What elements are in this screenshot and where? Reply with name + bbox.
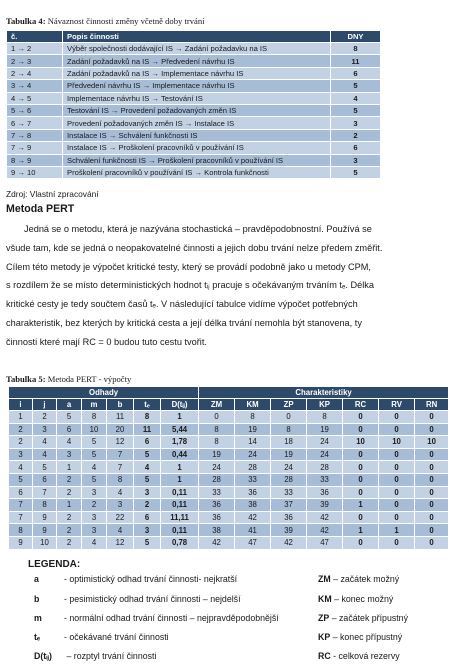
table5-cell: 0 (379, 536, 415, 549)
table5-cell: 38 (235, 499, 271, 512)
table5-group-header-row (9, 387, 449, 399)
table5-cell: 0 (415, 536, 449, 549)
table5-cell: 5 (82, 473, 107, 486)
table5-cell: 19 (235, 423, 271, 436)
table5-cell: 1 (379, 524, 415, 537)
table5-cell: 11 (134, 423, 161, 436)
table4-cell-desc: Výběr společnosti dodávající IS → Zadání požadavku na IS (63, 43, 331, 55)
table5-caption (6, 374, 131, 384)
table5-cell: 5 (82, 436, 107, 449)
table4-cell-days: 3 (331, 154, 381, 166)
table5-cell: 41 (235, 524, 271, 537)
table5-row (9, 423, 449, 436)
table4-cell-desc: Zadání požadavků na IS → Předvedení návrhu IS (63, 55, 331, 67)
table5-header-cell: KM (235, 399, 271, 411)
table5-cell: 2 (57, 486, 82, 499)
table5-cell: 8 (271, 423, 307, 436)
table5-row (9, 461, 449, 474)
table5-cell: 2 (9, 423, 33, 436)
table5-cell: 19 (199, 448, 235, 461)
table5-cell: 0 (415, 461, 449, 474)
table5-cell: 42 (271, 536, 307, 549)
table5-caption-text: Metoda PERT - výpočty (45, 374, 132, 384)
table4-cell-days: 6 (331, 67, 381, 79)
table5-cell: 5 (33, 461, 57, 474)
table5-cell: 2 (57, 473, 82, 486)
table5-cell: 2 (9, 436, 33, 449)
table5-cell: 11 (107, 411, 134, 424)
table5-cell: 8 (134, 411, 161, 424)
table5-cell: 0 (379, 411, 415, 424)
legend-text: - optimistický odhad trvání činnosti- nejkratší (64, 574, 238, 584)
paragraph-line: s rozdílem že se místo deterministických hodnot tᵢⱼ pracuje s očekávaným trváním tₑ. Délka (6, 280, 374, 291)
table5-cell: 20 (107, 423, 134, 436)
table5 (8, 386, 449, 550)
table4-cell-days: 5 (331, 104, 381, 116)
table5-header-cell: KP (307, 399, 343, 411)
table4-cell-days: 11 (331, 55, 381, 67)
paragraph-line: charakteristik, bez kterých by kritická cesta a její délka trvání nemohla být stanovena, ty (6, 317, 362, 328)
table5-cell: 0 (415, 499, 449, 512)
table4-row (7, 117, 381, 129)
table5-cell: 4 (33, 448, 57, 461)
table5-cell: 8 (107, 473, 134, 486)
table4-row (7, 154, 381, 166)
legend-key: D(tᵢⱼ) (34, 651, 52, 661)
table5-cell: 0 (379, 499, 415, 512)
table5-cell: 4 (82, 461, 107, 474)
table5-cell: 12 (107, 436, 134, 449)
table5-cell: 2 (33, 411, 57, 424)
table5-cell: 42 (307, 511, 343, 524)
legend-text: - celková rezervy (330, 651, 400, 661)
legend-key: ZP (318, 613, 330, 623)
table4-cell-days: 5 (331, 80, 381, 92)
table5-cell: 1 (161, 473, 199, 486)
table4-cell-pair: 6 → 7 (7, 117, 63, 129)
table5-cell: 1 (343, 524, 379, 537)
table5-cell: 22 (107, 511, 134, 524)
table5-cell: 0,11 (161, 499, 199, 512)
table4-row (7, 55, 381, 67)
table5-cell: 33 (199, 486, 235, 499)
table5-cell: 4 (107, 486, 134, 499)
table5-cell: 39 (271, 524, 307, 537)
table5-cell: 0 (379, 423, 415, 436)
table5-row (9, 486, 449, 499)
table4-row (7, 104, 381, 116)
table5-cell: 37 (271, 499, 307, 512)
table5-cell: 10 (33, 536, 57, 549)
table5-cell: 2 (57, 524, 82, 537)
table4-cell-pair: 5 → 6 (7, 104, 63, 116)
table4-cell-pair: 7 → 9 (7, 142, 63, 154)
table5-cell: 5,44 (161, 423, 199, 436)
table5-cell: 4 (107, 524, 134, 537)
legend-key: b (34, 594, 40, 604)
table4-header-days: DNY (331, 31, 381, 43)
table5-cell: 3 (82, 511, 107, 524)
table5-header-cell: j (33, 399, 57, 411)
table4-row (7, 166, 381, 178)
table5-cell: 1 (57, 461, 82, 474)
table5-header-cell: D(tᵢⱼ) (161, 399, 199, 411)
table5-cell: 3 (82, 524, 107, 537)
table5-cell: 2 (134, 499, 161, 512)
table5-cell: 0 (343, 411, 379, 424)
table5-cell: 11,11 (161, 511, 199, 524)
table5-cell: 24 (199, 461, 235, 474)
table5-cell: 7 (9, 511, 33, 524)
table5-cell: 28 (271, 473, 307, 486)
table5-cell: 0 (415, 524, 449, 537)
table5-cell: 5 (9, 473, 33, 486)
table5-cell: 28 (199, 473, 235, 486)
legend-item (318, 651, 400, 661)
table4-cell-pair: 2 → 3 (7, 55, 63, 67)
table4-cell-pair: 7 → 8 (7, 129, 63, 141)
table4-cell-days: 6 (331, 142, 381, 154)
legend-item (34, 574, 237, 584)
table5-cell: 10 (82, 423, 107, 436)
table5-cell: 7 (107, 461, 134, 474)
legend-item (34, 632, 169, 642)
table5-cell: 8 (199, 436, 235, 449)
table5-body (9, 411, 449, 550)
table5-cell: 4 (82, 536, 107, 549)
paragraph-line: všude tam, kde se jedná o neopakovatelné činnosti a jejich dobu trvání nelze předem změřit. (6, 242, 383, 253)
legend-text: – začátek možný (330, 574, 400, 584)
table5-cell: 5 (57, 411, 82, 424)
table4-caption-label: Tabulka 4: (6, 16, 46, 26)
table5-cell: 8 (235, 411, 271, 424)
table5-cell: 14 (235, 436, 271, 449)
table5-cell: 19 (271, 448, 307, 461)
table5-header-row (9, 399, 449, 411)
legend-text: - očekávané trvání činnosti (64, 632, 169, 642)
table5-cell: 24 (235, 448, 271, 461)
section-heading: Metoda PERT (6, 203, 75, 215)
table5-row (9, 499, 449, 512)
table5-cell: 9 (33, 511, 57, 524)
legend-text: – začátek přípustný (329, 613, 408, 623)
table5-cell: 42 (199, 536, 235, 549)
table5-cell: 24 (307, 448, 343, 461)
table5-cell: 4 (9, 461, 33, 474)
table5-cell: 0,78 (161, 536, 199, 549)
table5-cell: 19 (307, 423, 343, 436)
legend-key: tₑ (34, 632, 41, 642)
table5-cell: 9 (9, 536, 33, 549)
table5-cell: 3 (9, 448, 33, 461)
table4-cell-desc: Testování IS → Provedení požadovaných změn IS (63, 104, 331, 116)
table4-header-desc: Popis činnosti (63, 31, 331, 43)
table4-header-pair: č. (7, 31, 63, 43)
table5-cell: 28 (235, 461, 271, 474)
table5-header-cell: RC (343, 399, 379, 411)
table5-cell: 0 (415, 448, 449, 461)
table5-cell: 0 (379, 448, 415, 461)
legend-item (318, 613, 408, 623)
table5-cell: 0 (343, 448, 379, 461)
table5-cell: 6 (57, 423, 82, 436)
table5-cell: 8 (9, 524, 33, 537)
table5-cell: 28 (307, 461, 343, 474)
table5-cell: 1 (57, 499, 82, 512)
table5-cell: 10 (343, 436, 379, 449)
table5-cell: 1,78 (161, 436, 199, 449)
table5-cell: 8 (33, 499, 57, 512)
table4-cell-pair: 4 → 5 (7, 92, 63, 104)
table5-cell: 4 (134, 461, 161, 474)
table4-cell-pair: 1 → 2 (7, 43, 63, 55)
table5-cell: 0 (343, 423, 379, 436)
table4-row (7, 80, 381, 92)
table4-row (7, 67, 381, 79)
table5-cell: 36 (199, 511, 235, 524)
table5-cell: 0,44 (161, 448, 199, 461)
table4-header-row (7, 31, 381, 43)
table5-cell: 6 (33, 473, 57, 486)
table4-cell-days: 5 (331, 166, 381, 178)
table5-header-cell: a (57, 399, 82, 411)
table5-cell: 0 (415, 486, 449, 499)
table5-cell: 0 (379, 473, 415, 486)
table5-cell: 3 (33, 423, 57, 436)
table4-row (7, 43, 381, 55)
table5-cell: 0 (343, 536, 379, 549)
table5-cell: 5 (82, 448, 107, 461)
table5-row (9, 524, 449, 537)
legend-text: - pesimistický odhad trvání činnosti – nejdelší (64, 594, 241, 604)
table5-row (9, 473, 449, 486)
table5-cell: 3 (134, 524, 161, 537)
table4-cell-desc: Instalace IS → Proškolení pracovníků v používání IS (63, 142, 331, 154)
legend-item (318, 632, 402, 642)
table4-row (7, 129, 381, 141)
table4-cell-pair: 8 → 9 (7, 154, 63, 166)
table5-cell: 1 (161, 461, 199, 474)
table4-cell-desc: Zadání požadavků na IS → Implementace návrhu IS (63, 67, 331, 79)
table5-cell: 1 (161, 411, 199, 424)
table5-cell: 3 (57, 448, 82, 461)
table4-cell-desc: Instalace IS → Schválení funkčnosti IS (63, 129, 331, 141)
table4-cell-desc: Proškolení pracovníků v používání IS → Kontrola funkčnosti (63, 166, 331, 178)
table5-header-cell: tₑ (134, 399, 161, 411)
table5-cell: 33 (235, 473, 271, 486)
legend-item (34, 613, 279, 623)
table5-cell: 5 (134, 473, 161, 486)
legend-key: ZM (318, 574, 331, 584)
table4-caption (6, 16, 205, 26)
table5-cell: 42 (235, 511, 271, 524)
table5-cell: 47 (307, 536, 343, 549)
table5-cell: 0 (379, 461, 415, 474)
table5-cell: 7 (107, 448, 134, 461)
table5-cell: 3 (107, 499, 134, 512)
table5-row (9, 411, 449, 424)
table5-cell: 0 (271, 411, 307, 424)
table4-cell-pair: 3 → 4 (7, 80, 63, 92)
table5-cell: 5 (134, 536, 161, 549)
table5-cell: 2 (57, 536, 82, 549)
table5-header-cell: b (107, 399, 134, 411)
table5-cell: 7 (9, 499, 33, 512)
table5-cell: 38 (199, 524, 235, 537)
table5-cell: 1 (343, 499, 379, 512)
table5-row (9, 448, 449, 461)
table5-cell: 0 (379, 511, 415, 524)
table5-cell: 8 (307, 411, 343, 424)
table5-cell: 0,11 (161, 486, 199, 499)
table5-cell: 2 (57, 511, 82, 524)
table5-caption-label: Tabulka 5: (6, 374, 46, 384)
table5-cell: 18 (271, 436, 307, 449)
table5-cell: 2 (82, 499, 107, 512)
table5-header-cell: i (9, 399, 33, 411)
table5-cell: 0,11 (161, 524, 199, 537)
legend-item (34, 594, 241, 604)
table5-cell: 5 (134, 448, 161, 461)
table4-cell-desc: Provedení požadovaných změn IS → Instalace IS (63, 117, 331, 129)
table5-cell: 6 (134, 511, 161, 524)
legend-item (318, 594, 393, 604)
table5-cell: 24 (307, 436, 343, 449)
table4-cell-days: 3 (331, 117, 381, 129)
table4-row (7, 92, 381, 104)
legend-item (34, 651, 156, 662)
legend-key: a (34, 574, 39, 584)
table4-body (7, 43, 381, 179)
table5-cell: 6 (134, 436, 161, 449)
table5-row (9, 536, 449, 549)
table4-cell-pair: 9 → 10 (7, 166, 63, 178)
table4-caption-text: Návaznost činnosti změny včetně doby trvání (45, 16, 205, 26)
table5-header-cell: RV (379, 399, 415, 411)
table5-cell: 36 (199, 499, 235, 512)
table5-cell: 0 (415, 411, 449, 424)
table4-cell-desc: Předvedení návrhu IS → Implementace návrhu IS (63, 80, 331, 92)
table5-cell: 0 (343, 486, 379, 499)
legend-key: KP (318, 632, 331, 642)
table5-cell: 9 (33, 524, 57, 537)
paragraph-line: Jedná se o metodu, která je nazývána stochastická – pravděpodobnostní. Používá se (24, 224, 372, 234)
legend-text: – konec možný (331, 594, 394, 604)
table5-cell: 33 (271, 486, 307, 499)
table5-cell: 0 (343, 511, 379, 524)
table5-cell: 0 (415, 423, 449, 436)
table5-cell: 12 (107, 536, 134, 549)
table5-header-cell: m (82, 399, 107, 411)
table5-cell: 7 (33, 486, 57, 499)
table4-cell-days: 8 (331, 43, 381, 55)
paragraph-line: činnosti které mají RC = 0 budou tuto cestu tvořit. (6, 336, 207, 347)
legend-key: RC (318, 651, 331, 661)
section-paragraph (6, 220, 449, 352)
table5-cell: 24 (271, 461, 307, 474)
table5-header-cell: RN (415, 399, 449, 411)
table5-cell: 36 (235, 486, 271, 499)
paragraph-line: kritické cesty je tedy součtem časů tₑ. V následující tabulce vidíme výpočet potřebných (6, 299, 358, 310)
table5-cell: 0 (415, 473, 449, 486)
table4-cell-desc: Schválení funkčnosti IS → Proškolení pracovníků v používání IS (63, 154, 331, 166)
table5-cell: 6 (9, 486, 33, 499)
legend-text: – rozptyl trvání činnosti (64, 651, 157, 661)
table5-cell: 10 (415, 436, 449, 449)
table5-cell: 8 (82, 411, 107, 424)
table5-cell: 10 (379, 436, 415, 449)
table5-row (9, 436, 449, 449)
table4-cell-days: 4 (331, 92, 381, 104)
table4-row (7, 142, 381, 154)
legend-text: - normální odhad trvání činnosti – nejpravděpodobnější (64, 613, 279, 623)
table5-cell: 47 (235, 536, 271, 549)
table5-cell: 4 (57, 436, 82, 449)
legend-key: m (34, 613, 42, 623)
table5-header-cell: ZP (271, 399, 307, 411)
legend-title: LEGENDA: (28, 559, 81, 570)
table5-header-cell: ZM (199, 399, 235, 411)
legend-item (318, 574, 399, 584)
table5-cell: 42 (307, 524, 343, 537)
table5-cell: 3 (134, 486, 161, 499)
table5-cell: 0 (199, 411, 235, 424)
table5-cell: 4 (33, 436, 57, 449)
legend-key: KM (318, 594, 332, 604)
table4-source: Zdroj: Vlastní zpracování (6, 189, 99, 199)
table5-cell: 0 (343, 473, 379, 486)
table4 (6, 30, 381, 179)
table4-cell-days: 2 (331, 129, 381, 141)
table5-cell: 0 (415, 511, 449, 524)
table5-row (9, 511, 449, 524)
table5-group-characteristics: Charakteristiky (199, 387, 449, 399)
table5-cell: 0 (343, 461, 379, 474)
table5-cell: 1 (9, 411, 33, 424)
paragraph-line: Cílem této metody je výpočet kritické testy, který se provádí podobně jako u metody CPM, (6, 261, 371, 272)
table5-cell: 8 (199, 423, 235, 436)
table5-cell: 36 (271, 511, 307, 524)
table4-cell-pair: 2 → 4 (7, 67, 63, 79)
table5-cell: 33 (307, 473, 343, 486)
table5-cell: 36 (307, 486, 343, 499)
table4-cell-desc: Implementace návrhu IS → Testování IS (63, 92, 331, 104)
legend-text: – konec přípustný (330, 632, 403, 642)
table5-group-estimates: Odhady (9, 387, 199, 399)
table5-cell: 39 (307, 499, 343, 512)
table5-cell: 0 (379, 486, 415, 499)
table5-cell: 3 (82, 486, 107, 499)
